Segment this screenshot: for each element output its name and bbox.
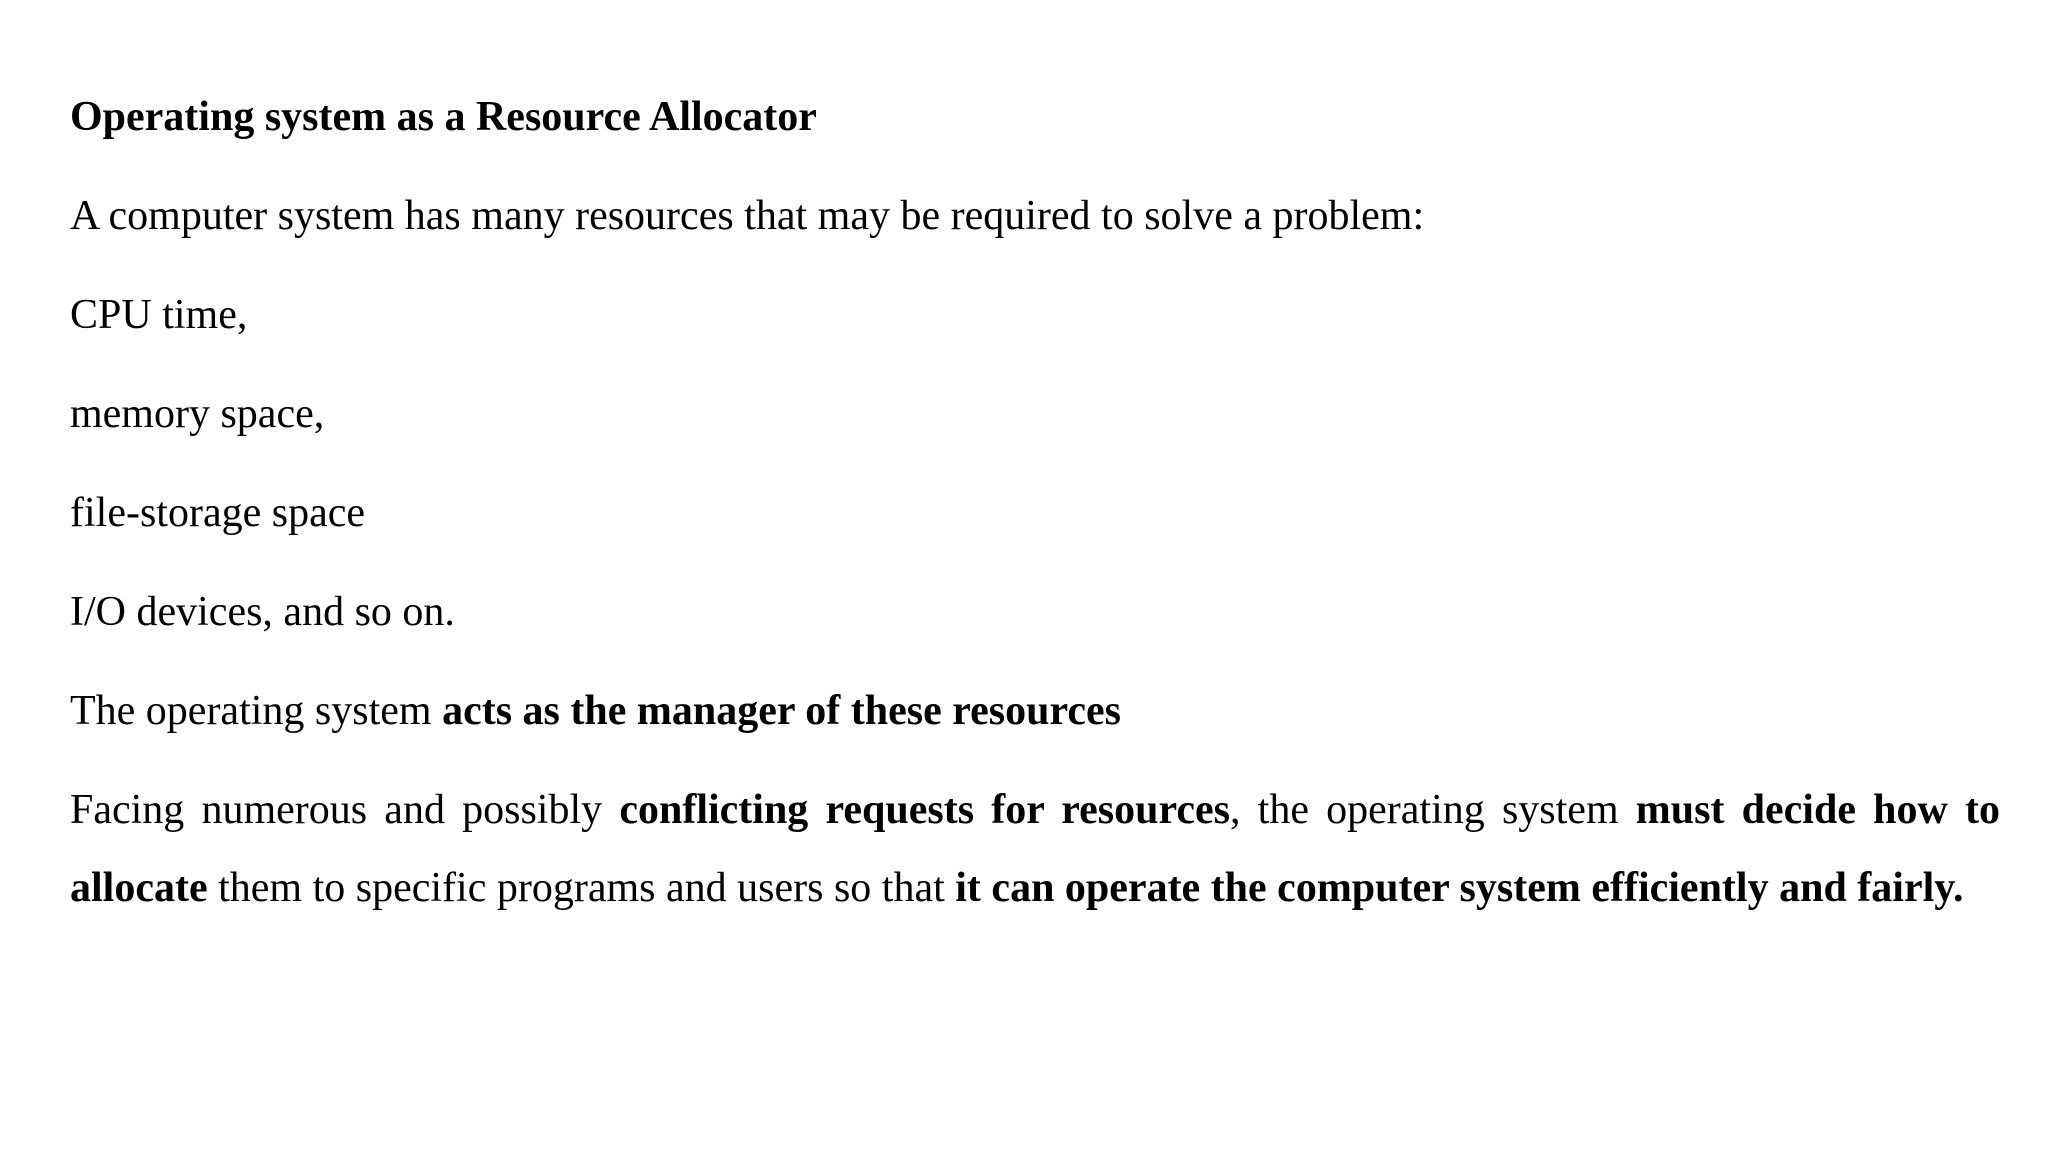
- allocation-bold-3: it can operate the computer system efficiently and fairly.: [955, 865, 1964, 911]
- allocation-paragraph: [70, 771, 2000, 927]
- manager-sentence: [70, 686, 1121, 736]
- allocation-text-2: , the operating system: [1230, 787, 1636, 833]
- manager-sentence-bold: acts as the manager of these resources: [442, 688, 1121, 734]
- resource-item-cpu: CPU time,: [70, 292, 248, 338]
- resource-item-io: I/O devices, and so on.: [70, 589, 455, 635]
- intro-text: A computer system has many resources that may be required to solve a problem:: [70, 193, 1425, 239]
- allocation-text-3: them to specific programs and users so that: [207, 865, 956, 911]
- allocation-bold-2: must decide how to allocate: [70, 787, 2000, 911]
- allocation-text-1: Facing numerous and possibly: [70, 787, 620, 833]
- resource-item-storage: file-storage space: [70, 490, 366, 536]
- resource-item-memory: memory space,: [70, 391, 325, 437]
- allocation-bold-1: conflicting requests for resources: [619, 787, 1230, 833]
- manager-sentence-plain: The operating system: [70, 688, 443, 734]
- section-heading: Operating system as a Resource Allocator: [70, 94, 817, 140]
